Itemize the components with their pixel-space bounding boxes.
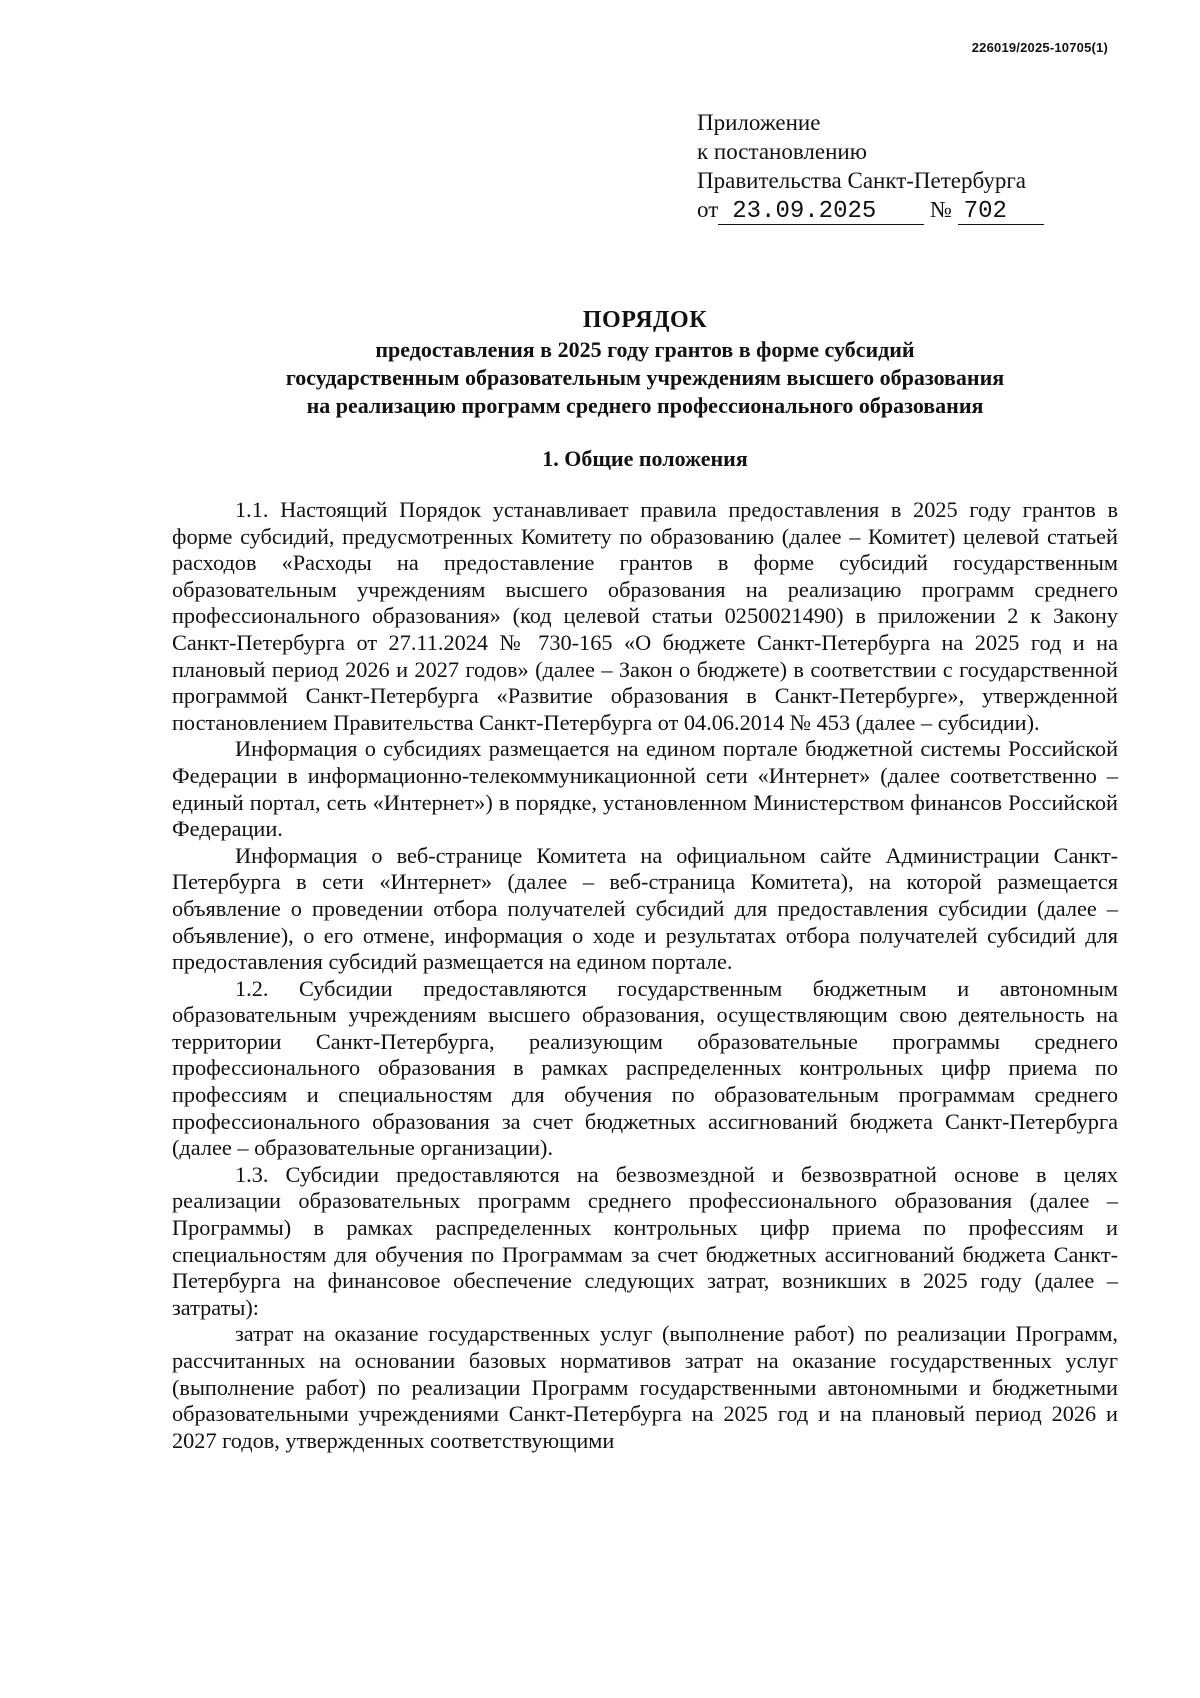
document-body [172,497,1118,1454]
paragraph: Информация о веб-странице Комитета на официальном сайте Администрации Санкт-Петербурга в сети «Интернет» (далее – веб-страница Комитета), на которой размещается объявление о проведении отбора получателей субсидий для предоставления субсидии (далее – объявление), о его отмене, информация о ходе и результатах отбора получателей субсидий для предоставления субсидий размещается на едином портале. [172,842,1118,975]
paragraph: 1.3. Субсидии предоставляются на безвозмездной и безвозвратной основе в целях реализации образовательных программ среднего профессионального образования (далее – Программы) в рамках распределенных контрольных цифр приема по профессиям и специальностям для обучения по Программам за счет бюджетных ассигнований бюджета Санкт-Петербурга на финансовое обеспечение следующих затрат, возникших в 2025 году (далее – затраты): [172,1161,1118,1320]
attachment-header [697,108,1117,225]
attachment-line-2: к постановлению [697,139,867,164]
section-heading: 1. Общие положения [542,446,748,471]
paragraph: 1.1. Настоящий Порядок устанавливает правила предоставления в 2025 году грантов в форме субсидий, предусмотренных Комитету по образованию (далее – Комитет) целевой статьей расходов «Расходы на предоставление грантов в форме субсидий государственным образовательным учреждениям высшего образования на реализацию программ среднего профессионального образования» (код целевой статьи 0250021490) в приложении 2 к Закону Санкт-Петербурга от 27.11.2024 № 730-165 «О бюджете Санкт-Петербурга на 2025 год и на плановый период 2026 и 2027 годов» (далее – Закон о бюджете) в соответствии с государственной программой Санкт-Петербурга «Развитие образования в Санкт-Петербурге», утвержденной постановлением Правительства Санкт-Петербурга от 04.06.2014 № 453 (далее – субсидии). [172,497,1118,735]
document-subtitle-line-2: государственным образовательным учреждениям высшего образования [285,365,1005,390]
resolution-number: 702 [958,200,1044,225]
document-registration-number: 226019/2025-10705(1) [971,40,1108,55]
attachment-date-line [697,195,1117,225]
number-prefix: № [930,197,952,222]
document-subtitle-line-1: предоставления в 2025 году грантов в форме субсидий [375,337,915,362]
document-subtitle-line-3: на реализацию программ среднего профессионального образования [306,393,984,418]
paragraph: 1.2. Субсидии предоставляются государственным бюджетным и автономным образовательным учреждениям высшего образования, осуществляющим свою деятельность на территории Санкт-Петербурга, реализующим образовательные программы среднего профессионального образования в рамках распределенных контрольных цифр приема по профессиям и специальностям для обучения по образовательным программам среднего профессионального образования за счет бюджетных ассигнований бюджета Санкт-Петербурга (далее – образовательные организации). [172,975,1118,1161]
date-prefix: от [697,197,719,222]
document-title: ПОРЯДОК [582,307,708,333]
paragraph: Информация о субсидиях размещается на едином портале бюджетной системы Российской Федерации в информационно-телекоммуникационной сети «Интернет» (далее соответственно – единый портал, сеть «Интернет») в порядке, установленном Министерством финансов Российской Федерации. [172,736,1118,842]
attachment-line-3: Правительства Санкт-Петербурга [697,168,1026,193]
document-title-block [170,304,1120,420]
resolution-date: 23.09.2025 [718,200,924,225]
paragraph: затрат на оказание государственных услуг (выполнение работ) по реализации Программ, рассчитанных на основании базовых нормативов затрат на оказание государственных услуг (выполнение работ) по реализации Программ государственными автономными и бюджетными образовательными учреждениями Санкт-Петербурга на 2025 год и на плановый период 2026 и 2027 годов, утвержденных соответствующими [172,1321,1118,1453]
attachment-line-1: Приложение [697,110,821,135]
